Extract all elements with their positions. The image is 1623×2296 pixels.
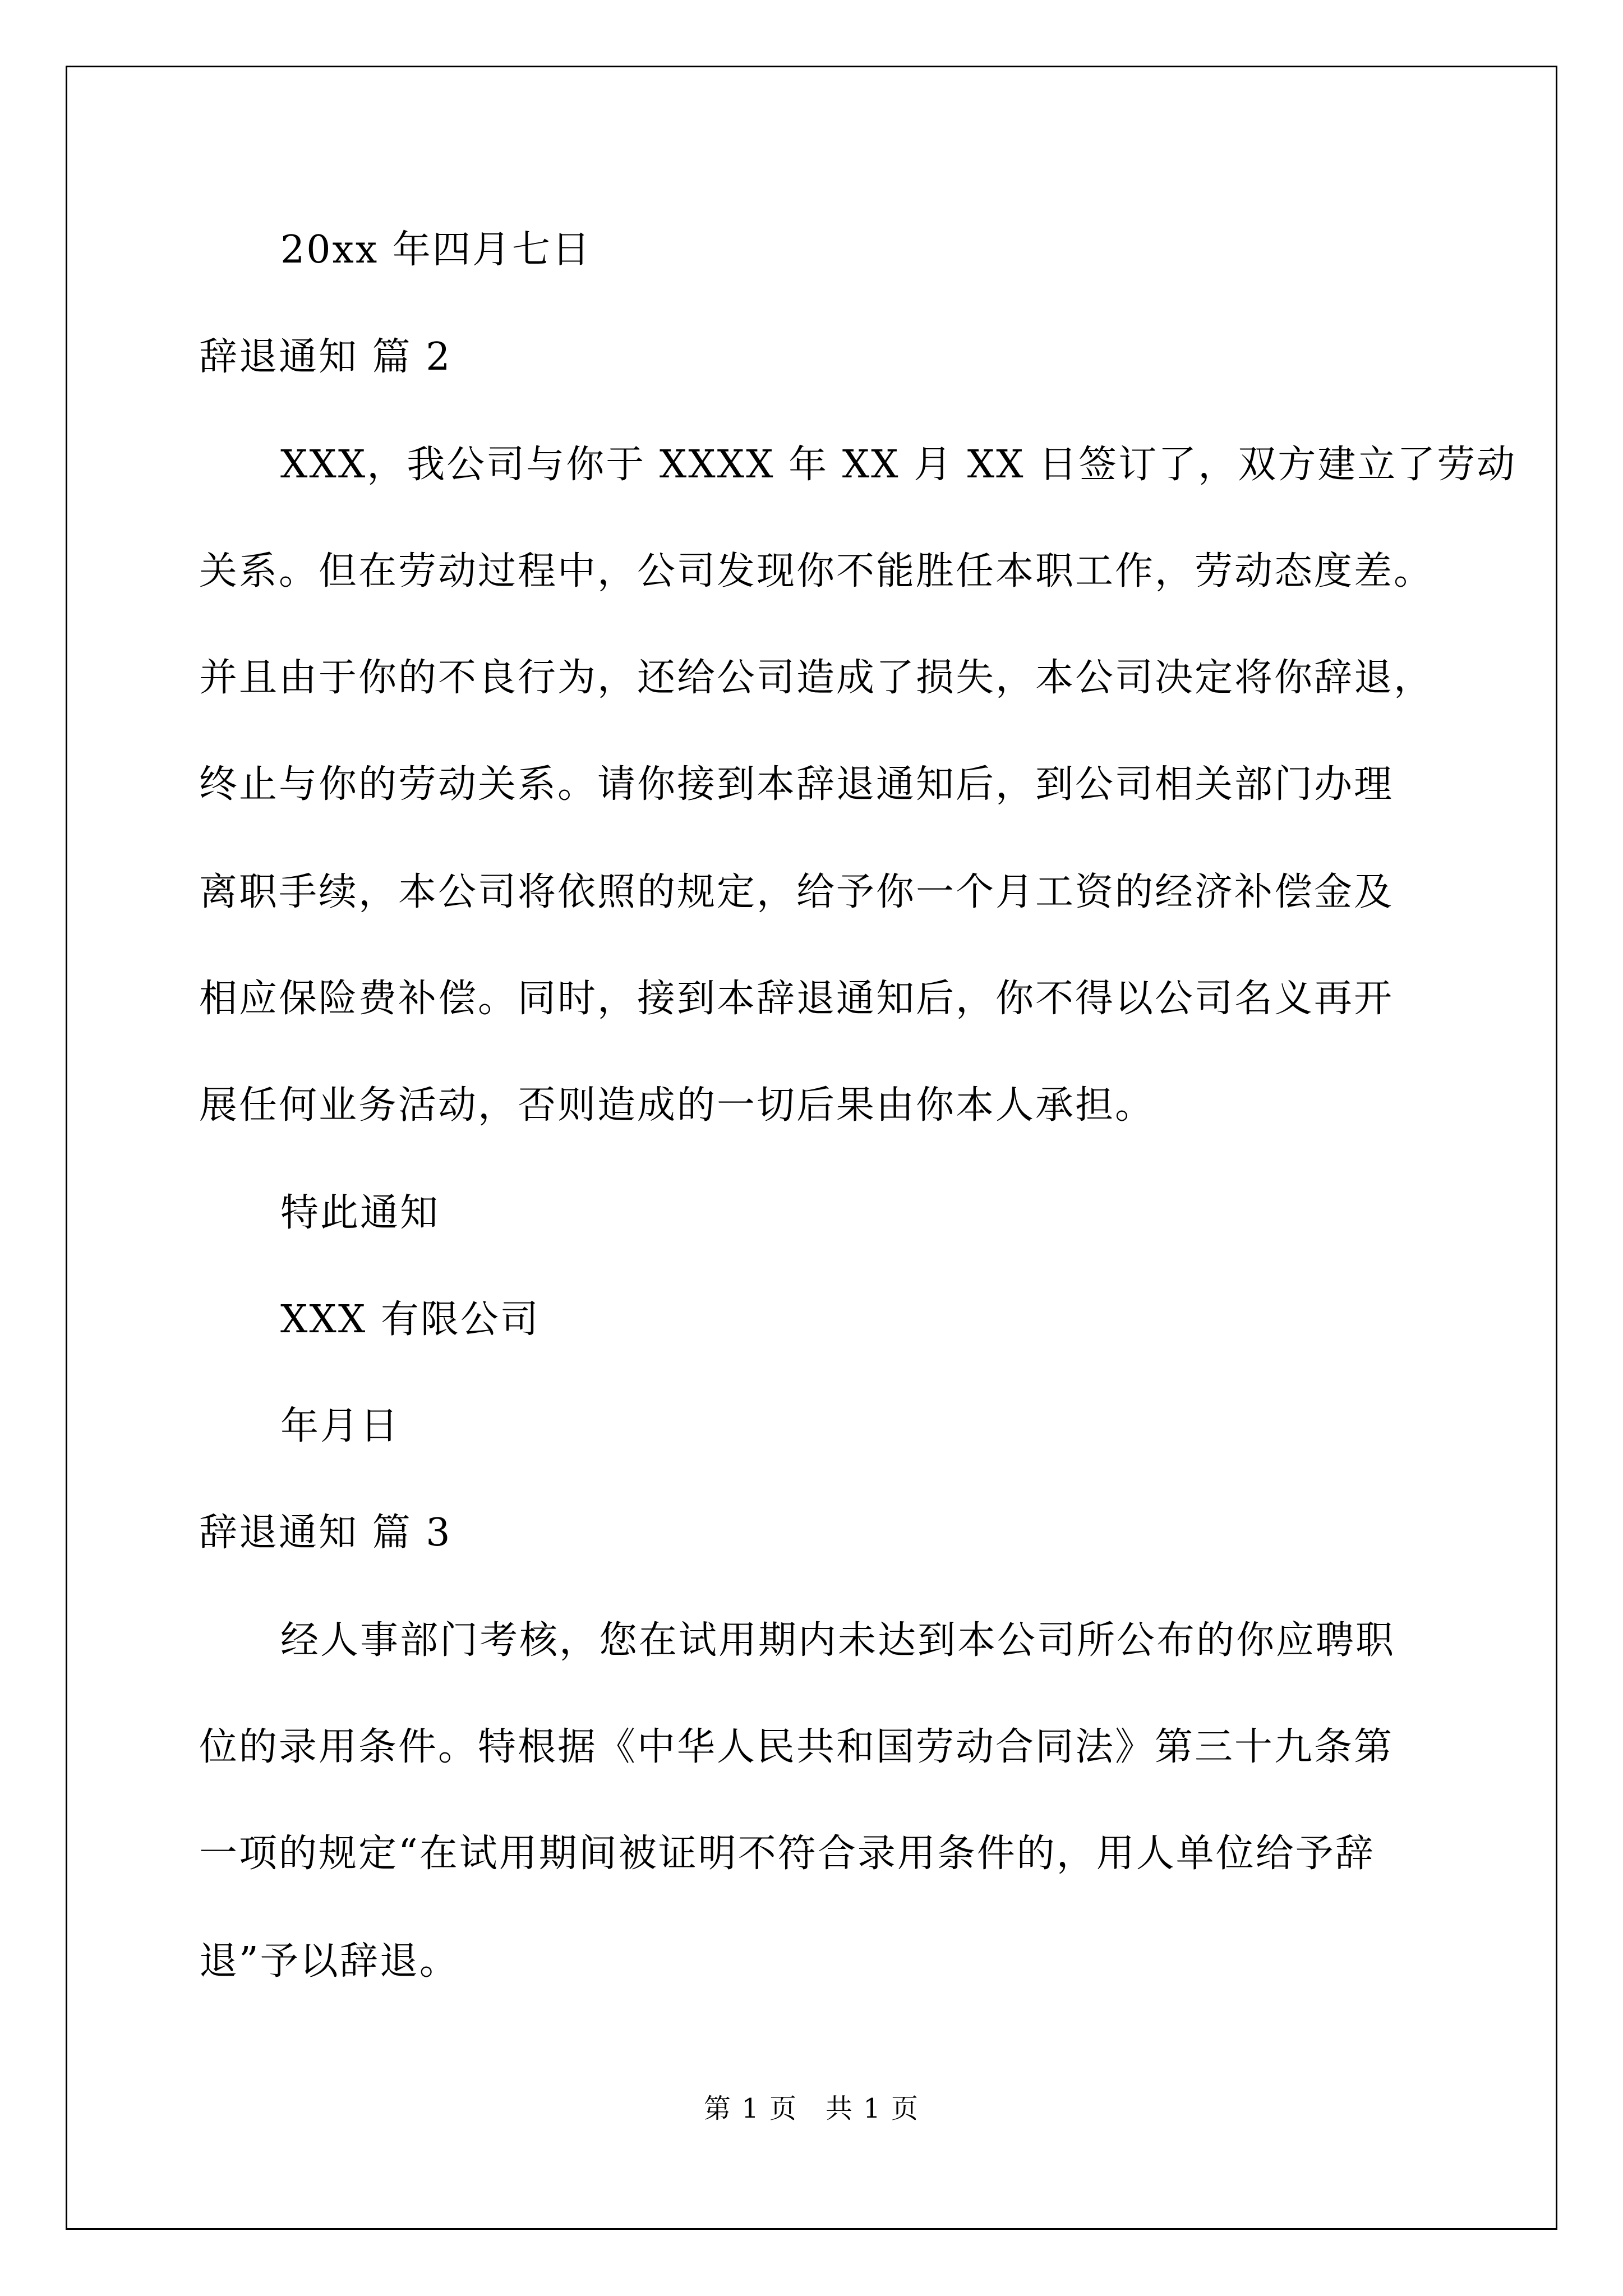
section-2-paragraph-line: XXX，我公司与你于 XXXX 年 XX 月 XX 日签订了，双方建立了劳动 bbox=[280, 443, 1517, 487]
section-2-paragraph-line: 终止与你的劳动关系。请你接到本辞退通知后，到公司相关部门办理 bbox=[199, 762, 1394, 807]
page-number-footer: 第 1 页 共 1 页 bbox=[703, 2093, 920, 2124]
company-name: XXX 有限公司 bbox=[280, 1297, 540, 1342]
section-3-paragraph-line: 位的录用条件。特根据《中华人民共和国劳动合同法》第三十九条第 bbox=[199, 1725, 1394, 1769]
section-3-paragraph-line: 一项的规定“在试用期间被证明不符合录用条件的，用人单位给予辞 bbox=[199, 1832, 1375, 1876]
date-line: 20xx 年四月七日 bbox=[280, 228, 592, 272]
page-border bbox=[66, 66, 1557, 2230]
section-2-paragraph-line: 相应保险费补偿。同时，接到本辞退通知后，你不得以公司名义再开 bbox=[199, 977, 1394, 1021]
section-2-paragraph-line: 关系。但在劳动过程中，公司发现你不能胜任本职工作，劳动态度差。 bbox=[199, 549, 1434, 593]
signature-date: 年月日 bbox=[280, 1404, 400, 1448]
section-3-paragraph-line: 经人事部门考核，您在试用期内未达到本公司所公布的你应聘职 bbox=[280, 1618, 1396, 1663]
section-2-paragraph-line: 离职手续，本公司将依照的规定，给予你一个月工资的经济补偿金及 bbox=[199, 870, 1394, 914]
section-3-paragraph-line: 退”予以辞退。 bbox=[199, 1939, 459, 1984]
closing-line: 特此通知 bbox=[280, 1191, 440, 1235]
section-3-heading: 辞退通知 篇 3 bbox=[199, 1511, 452, 1555]
section-2-paragraph-line: 展任何业务活动，否则造成的一切后果由你本人承担。 bbox=[199, 1083, 1155, 1128]
section-2-heading: 辞退通知 篇 2 bbox=[199, 335, 452, 379]
section-2-paragraph-line: 并且由于你的不良行为，还给公司造成了损失，本公司决定将你辞退， bbox=[199, 656, 1434, 700]
